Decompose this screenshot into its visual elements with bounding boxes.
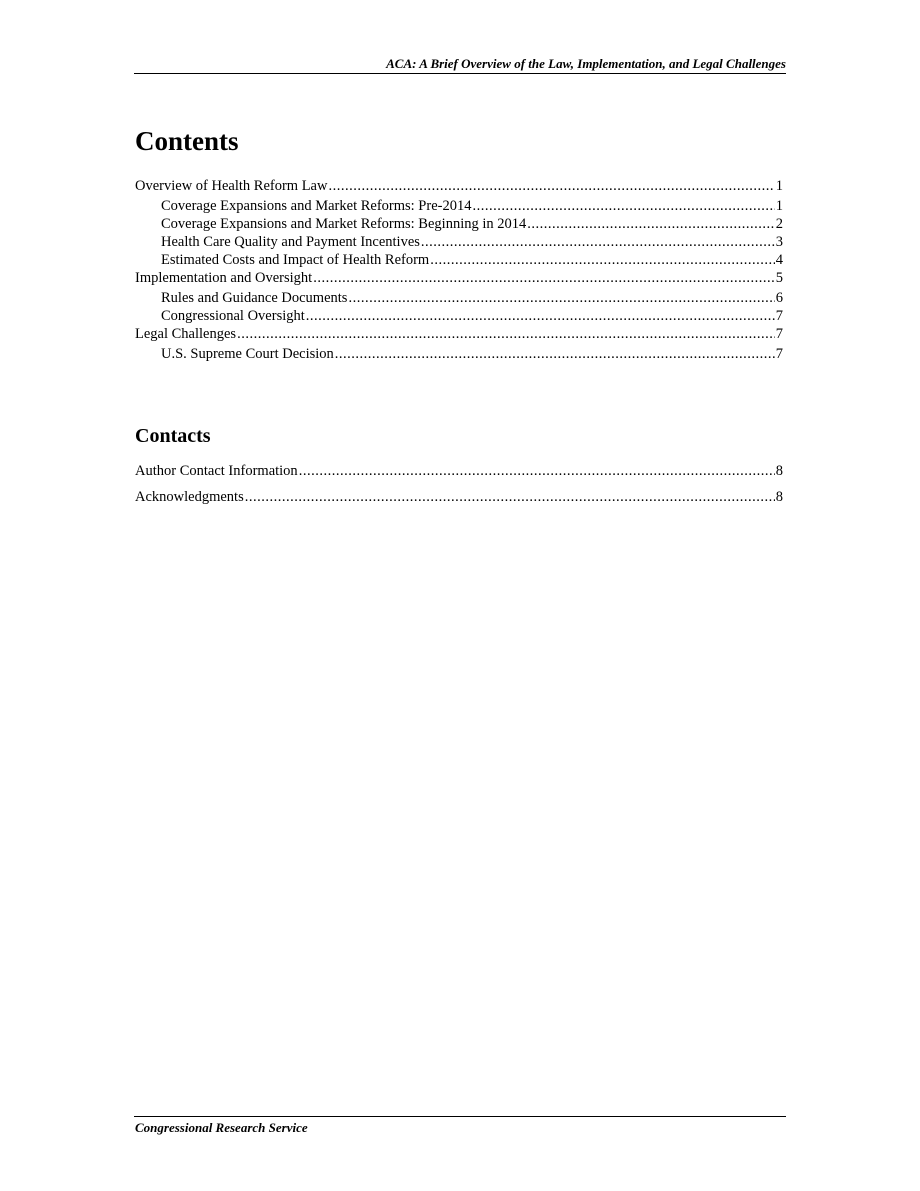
toc-dot-leader <box>472 197 774 215</box>
toc-entry[interactable] <box>135 177 783 195</box>
toc-entry-title: Rules and Guidance Documents <box>161 290 348 306</box>
toc-entry-title: Health Care Quality and Payment Incentives <box>161 234 420 250</box>
toc-entry-page: 1 <box>775 198 783 214</box>
header-rule <box>134 73 786 74</box>
toc-entry[interactable] <box>135 462 783 480</box>
toc-dot-leader <box>430 251 775 269</box>
toc-dot-leader <box>328 177 774 195</box>
toc-dot-leader <box>299 462 775 480</box>
toc-dot-leader <box>335 345 775 363</box>
toc-entry-title: Coverage Expansions and Market Reforms: Beginning in 2014 <box>161 216 527 232</box>
toc-entry-title: Overview of Health Reform Law <box>135 178 328 194</box>
toc-entry-page: 6 <box>775 290 783 306</box>
toc-entry-page: 8 <box>775 489 783 505</box>
toc-entry-page: 2 <box>775 216 783 232</box>
toc-entry[interactable] <box>135 197 783 215</box>
toc-dot-leader <box>421 233 775 251</box>
toc-entry[interactable] <box>135 345 783 363</box>
toc-entry-page: 7 <box>775 346 783 362</box>
toc-entry-title: Estimated Costs and Impact of Health Reform <box>161 252 430 268</box>
contents-heading: Contents <box>135 126 239 156</box>
toc-entry[interactable] <box>135 251 783 269</box>
toc-entry-title: Coverage Expansions and Market Reforms: Pre-2014 <box>161 198 472 214</box>
running-footer: Congressional Research Service <box>135 1120 308 1135</box>
toc-entry-page: 8 <box>775 463 783 479</box>
toc-entry[interactable] <box>135 307 783 325</box>
toc-entry[interactable] <box>135 215 783 233</box>
toc-dot-leader <box>237 325 775 343</box>
toc-entry-title: Acknowledgments <box>135 489 244 505</box>
toc-entry[interactable] <box>135 269 783 287</box>
toc-dot-leader <box>306 307 775 325</box>
toc-entry-page: 4 <box>775 252 783 268</box>
toc-entry-page: 3 <box>775 234 783 250</box>
toc-entry-title: Legal Challenges <box>135 326 237 342</box>
contacts-heading: Contacts <box>135 425 211 447</box>
toc-entry[interactable] <box>135 488 783 506</box>
toc-entry-title: Congressional Oversight <box>161 308 305 324</box>
toc-entry-title: U.S. Supreme Court Decision <box>161 346 334 362</box>
contents-toc <box>135 177 783 363</box>
toc-entry-title: Author Contact Information <box>135 463 298 479</box>
toc-entry-page: 1 <box>775 178 783 194</box>
toc-entry[interactable] <box>135 289 783 307</box>
toc-entry[interactable] <box>135 233 783 251</box>
toc-entry[interactable] <box>135 325 783 343</box>
toc-entry-page: 7 <box>775 308 783 324</box>
footer-rule <box>134 1116 786 1117</box>
toc-dot-leader <box>313 269 775 287</box>
toc-entry-page: 7 <box>775 326 783 342</box>
toc-entry-title: Implementation and Oversight <box>135 270 313 286</box>
contacts-toc <box>135 462 783 514</box>
toc-dot-leader <box>527 215 774 233</box>
running-header: ACA: A Brief Overview of the Law, Implementation, and Legal Challenges <box>386 56 786 71</box>
toc-entry-page: 5 <box>775 270 783 286</box>
toc-dot-leader <box>245 488 775 506</box>
toc-dot-leader <box>348 289 774 307</box>
